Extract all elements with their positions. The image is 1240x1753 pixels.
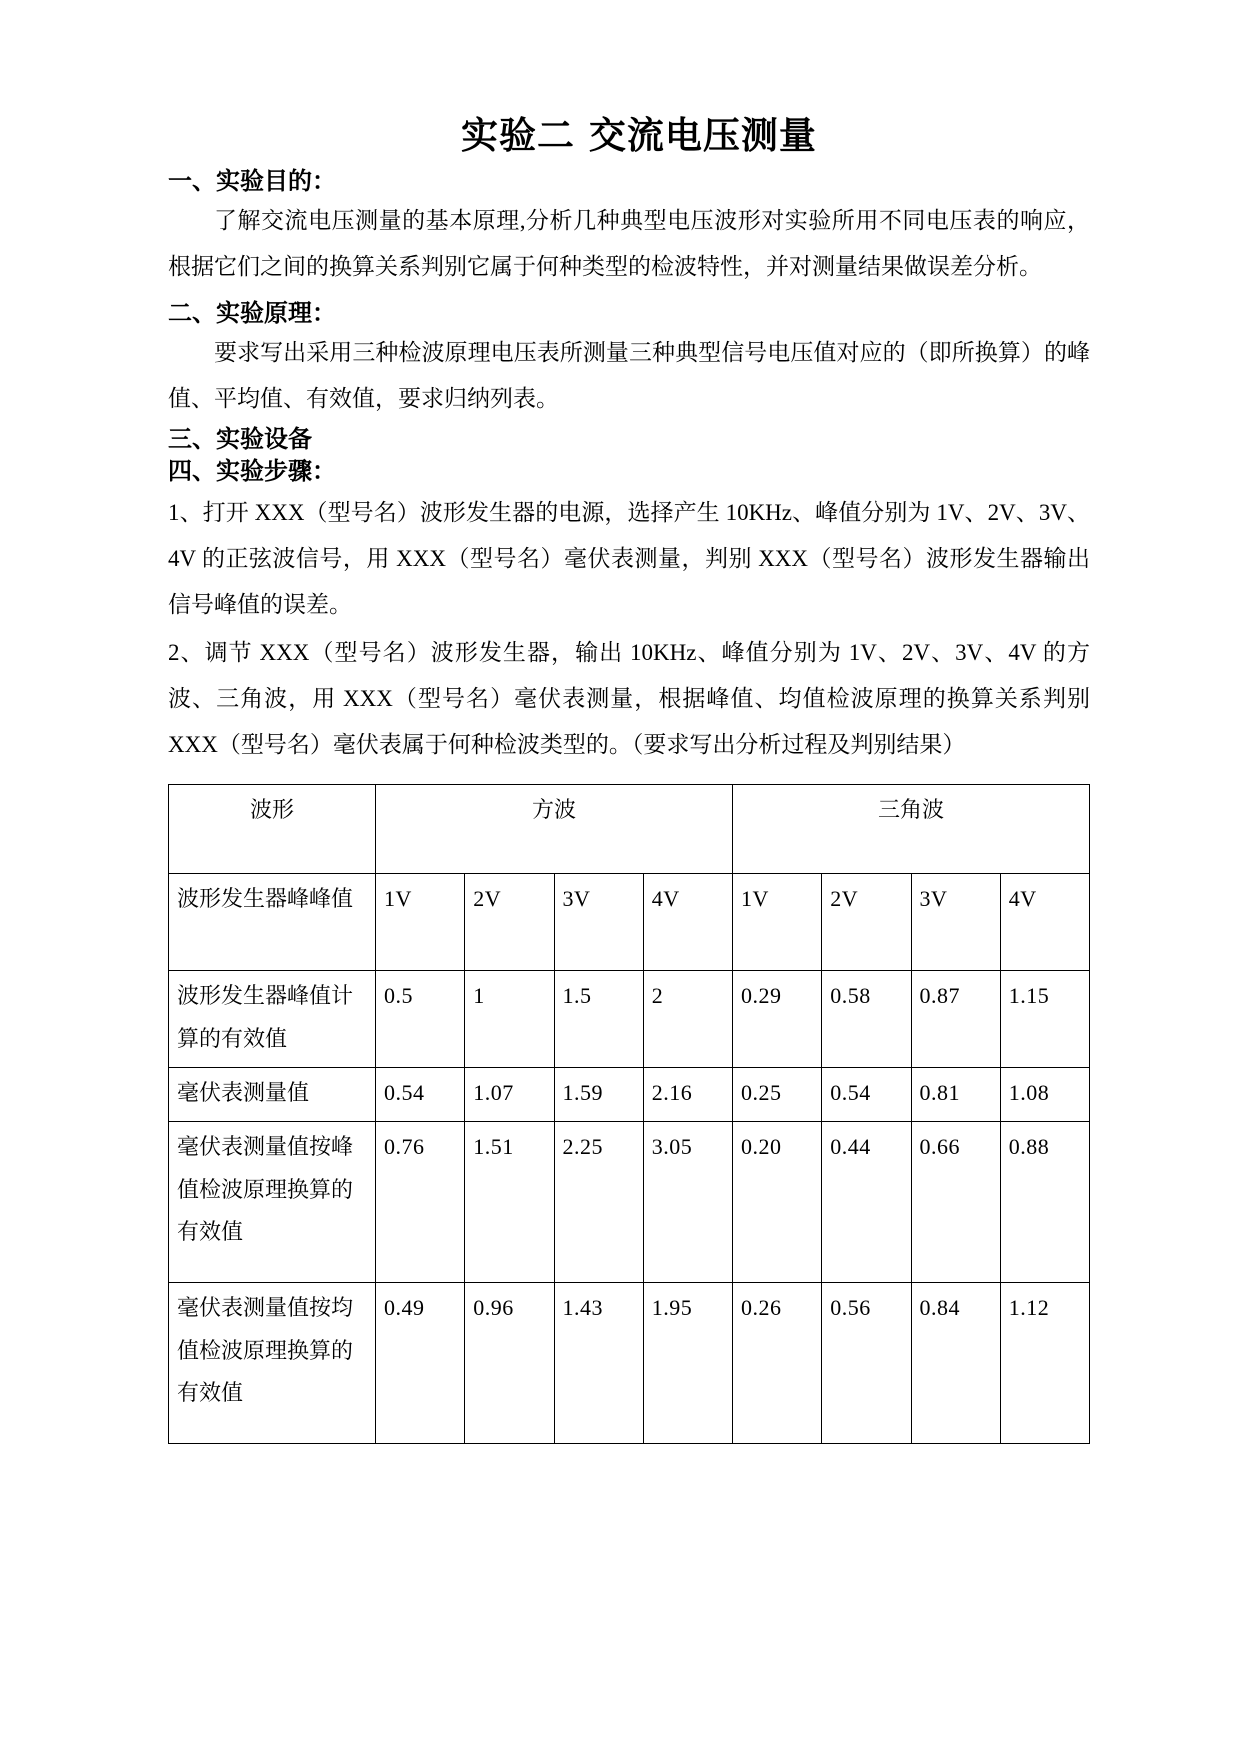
- table-cell: 1.43: [554, 1282, 643, 1443]
- table-cell: 0.25: [733, 1067, 822, 1121]
- table-cell: 1: [465, 970, 554, 1067]
- table-cell: 0.84: [911, 1282, 1000, 1443]
- step-2-paragraph: 2、调节 XXX（型号名）波形发生器，输出 10KHz、峰值分别为 1V、2V、3V、4V 的方波、三角波，用 XXX（型号名）毫伏表测量，根据峰值、均值检波原理的换算关系判别 XXX（型号名）毫伏表属于何种检波类型的。（要求写出分析过程及判别结果）: [168, 639, 1090, 757]
- table-cell: 1V: [733, 873, 822, 970]
- row-label: 波形发生器峰值计算的有效值: [169, 970, 376, 1067]
- table-cell: 3V: [554, 873, 643, 970]
- table-cell: 0.88: [1000, 1121, 1089, 1282]
- table-cell: 2: [643, 970, 732, 1067]
- table-cell: 1.08: [1000, 1067, 1089, 1121]
- group-header-triangle-wave: 三角波: [733, 784, 1090, 873]
- group-header-square-wave: 方波: [376, 784, 733, 873]
- table-cell: 1.07: [465, 1067, 554, 1121]
- table-cell: 0.20: [733, 1121, 822, 1282]
- table-cell: 0.56: [822, 1282, 911, 1443]
- row-label: 毫伏表测量值按均值检波原理换算的有效值: [169, 1282, 376, 1443]
- table-cell: 0.87: [911, 970, 1000, 1067]
- row-label: 波形发生器峰峰值: [169, 873, 376, 970]
- section-1-paragraph: 了解交流电压测量的基本原理,分析几种典型电压波形对实验所用不同电压表的响应，根据它们之间的换算关系判别它属于何种类型的检波特性，并对测量结果做误差分析。: [168, 208, 1090, 280]
- table-cell: 0.58: [822, 970, 911, 1067]
- table-cell: 0.44: [822, 1121, 911, 1282]
- table-cell: 0.96: [465, 1282, 554, 1443]
- table-cell: 1V: [376, 873, 465, 970]
- table-cell: 2V: [822, 873, 911, 970]
- table-cell: 2.16: [643, 1067, 732, 1121]
- table-row: [169, 1121, 1090, 1282]
- table-header-row: [169, 784, 1090, 873]
- section-heading-2: 二、实验原理：: [168, 299, 336, 328]
- section-heading-3: 三、实验设备: [168, 425, 312, 454]
- table-cell: 1.51: [465, 1121, 554, 1282]
- section-heading-4: 四、实验步骤：: [168, 457, 336, 486]
- table-cell: 4V: [643, 873, 732, 970]
- table-cell: 0.54: [376, 1067, 465, 1121]
- section-heading-1: 一、实验目的：: [168, 167, 336, 196]
- table-cell: 0.66: [911, 1121, 1000, 1282]
- table-cell: 4V: [1000, 873, 1089, 970]
- table-cell: 1.15: [1000, 970, 1089, 1067]
- row-label: 毫伏表测量值: [169, 1067, 376, 1121]
- section-2-paragraph: 要求写出采用三种检波原理电压表所测量三种典型信号电压值对应的（即所换算）的峰值、平均值、有效值，要求归纳列表。: [168, 340, 1090, 412]
- table-row: [169, 970, 1090, 1067]
- table-cell: 0.29: [733, 970, 822, 1067]
- measurement-table: [168, 784, 1090, 1444]
- page-title: 实验二 交流电压测量: [461, 113, 817, 157]
- table-row: [169, 1067, 1090, 1121]
- table-cell: 1.12: [1000, 1282, 1089, 1443]
- table-cell: 1.59: [554, 1067, 643, 1121]
- step-1-paragraph: 1、打开 XXX（型号名）波形发生器的电源，选择产生 10KHz、峰值分别为 1V、2V、3V、4V 的正弦波信号，用 XXX（型号名）毫伏表测量，判别 XXX（型号名）波形发生器输出信号峰值的误差。: [168, 499, 1090, 617]
- table-cell: 0.49: [376, 1282, 465, 1443]
- table-cell: 0.81: [911, 1067, 1000, 1121]
- table-cell: 2.25: [554, 1121, 643, 1282]
- table-cell: 0.54: [822, 1067, 911, 1121]
- table-cell: 3V: [911, 873, 1000, 970]
- table-row: [169, 1282, 1090, 1443]
- table-cell: 0.5: [376, 970, 465, 1067]
- table-cell: 1.95: [643, 1282, 732, 1443]
- table-cell: 0.26: [733, 1282, 822, 1443]
- table-row-amplitude: [169, 873, 1090, 970]
- table-corner-label: 波形: [169, 784, 376, 873]
- table-cell: 0.76: [376, 1121, 465, 1282]
- table-cell: 3.05: [643, 1121, 732, 1282]
- row-label: 毫伏表测量值按峰值检波原理换算的有效值: [169, 1121, 376, 1282]
- table-cell: 1.5: [554, 970, 643, 1067]
- table-cell: 2V: [465, 873, 554, 970]
